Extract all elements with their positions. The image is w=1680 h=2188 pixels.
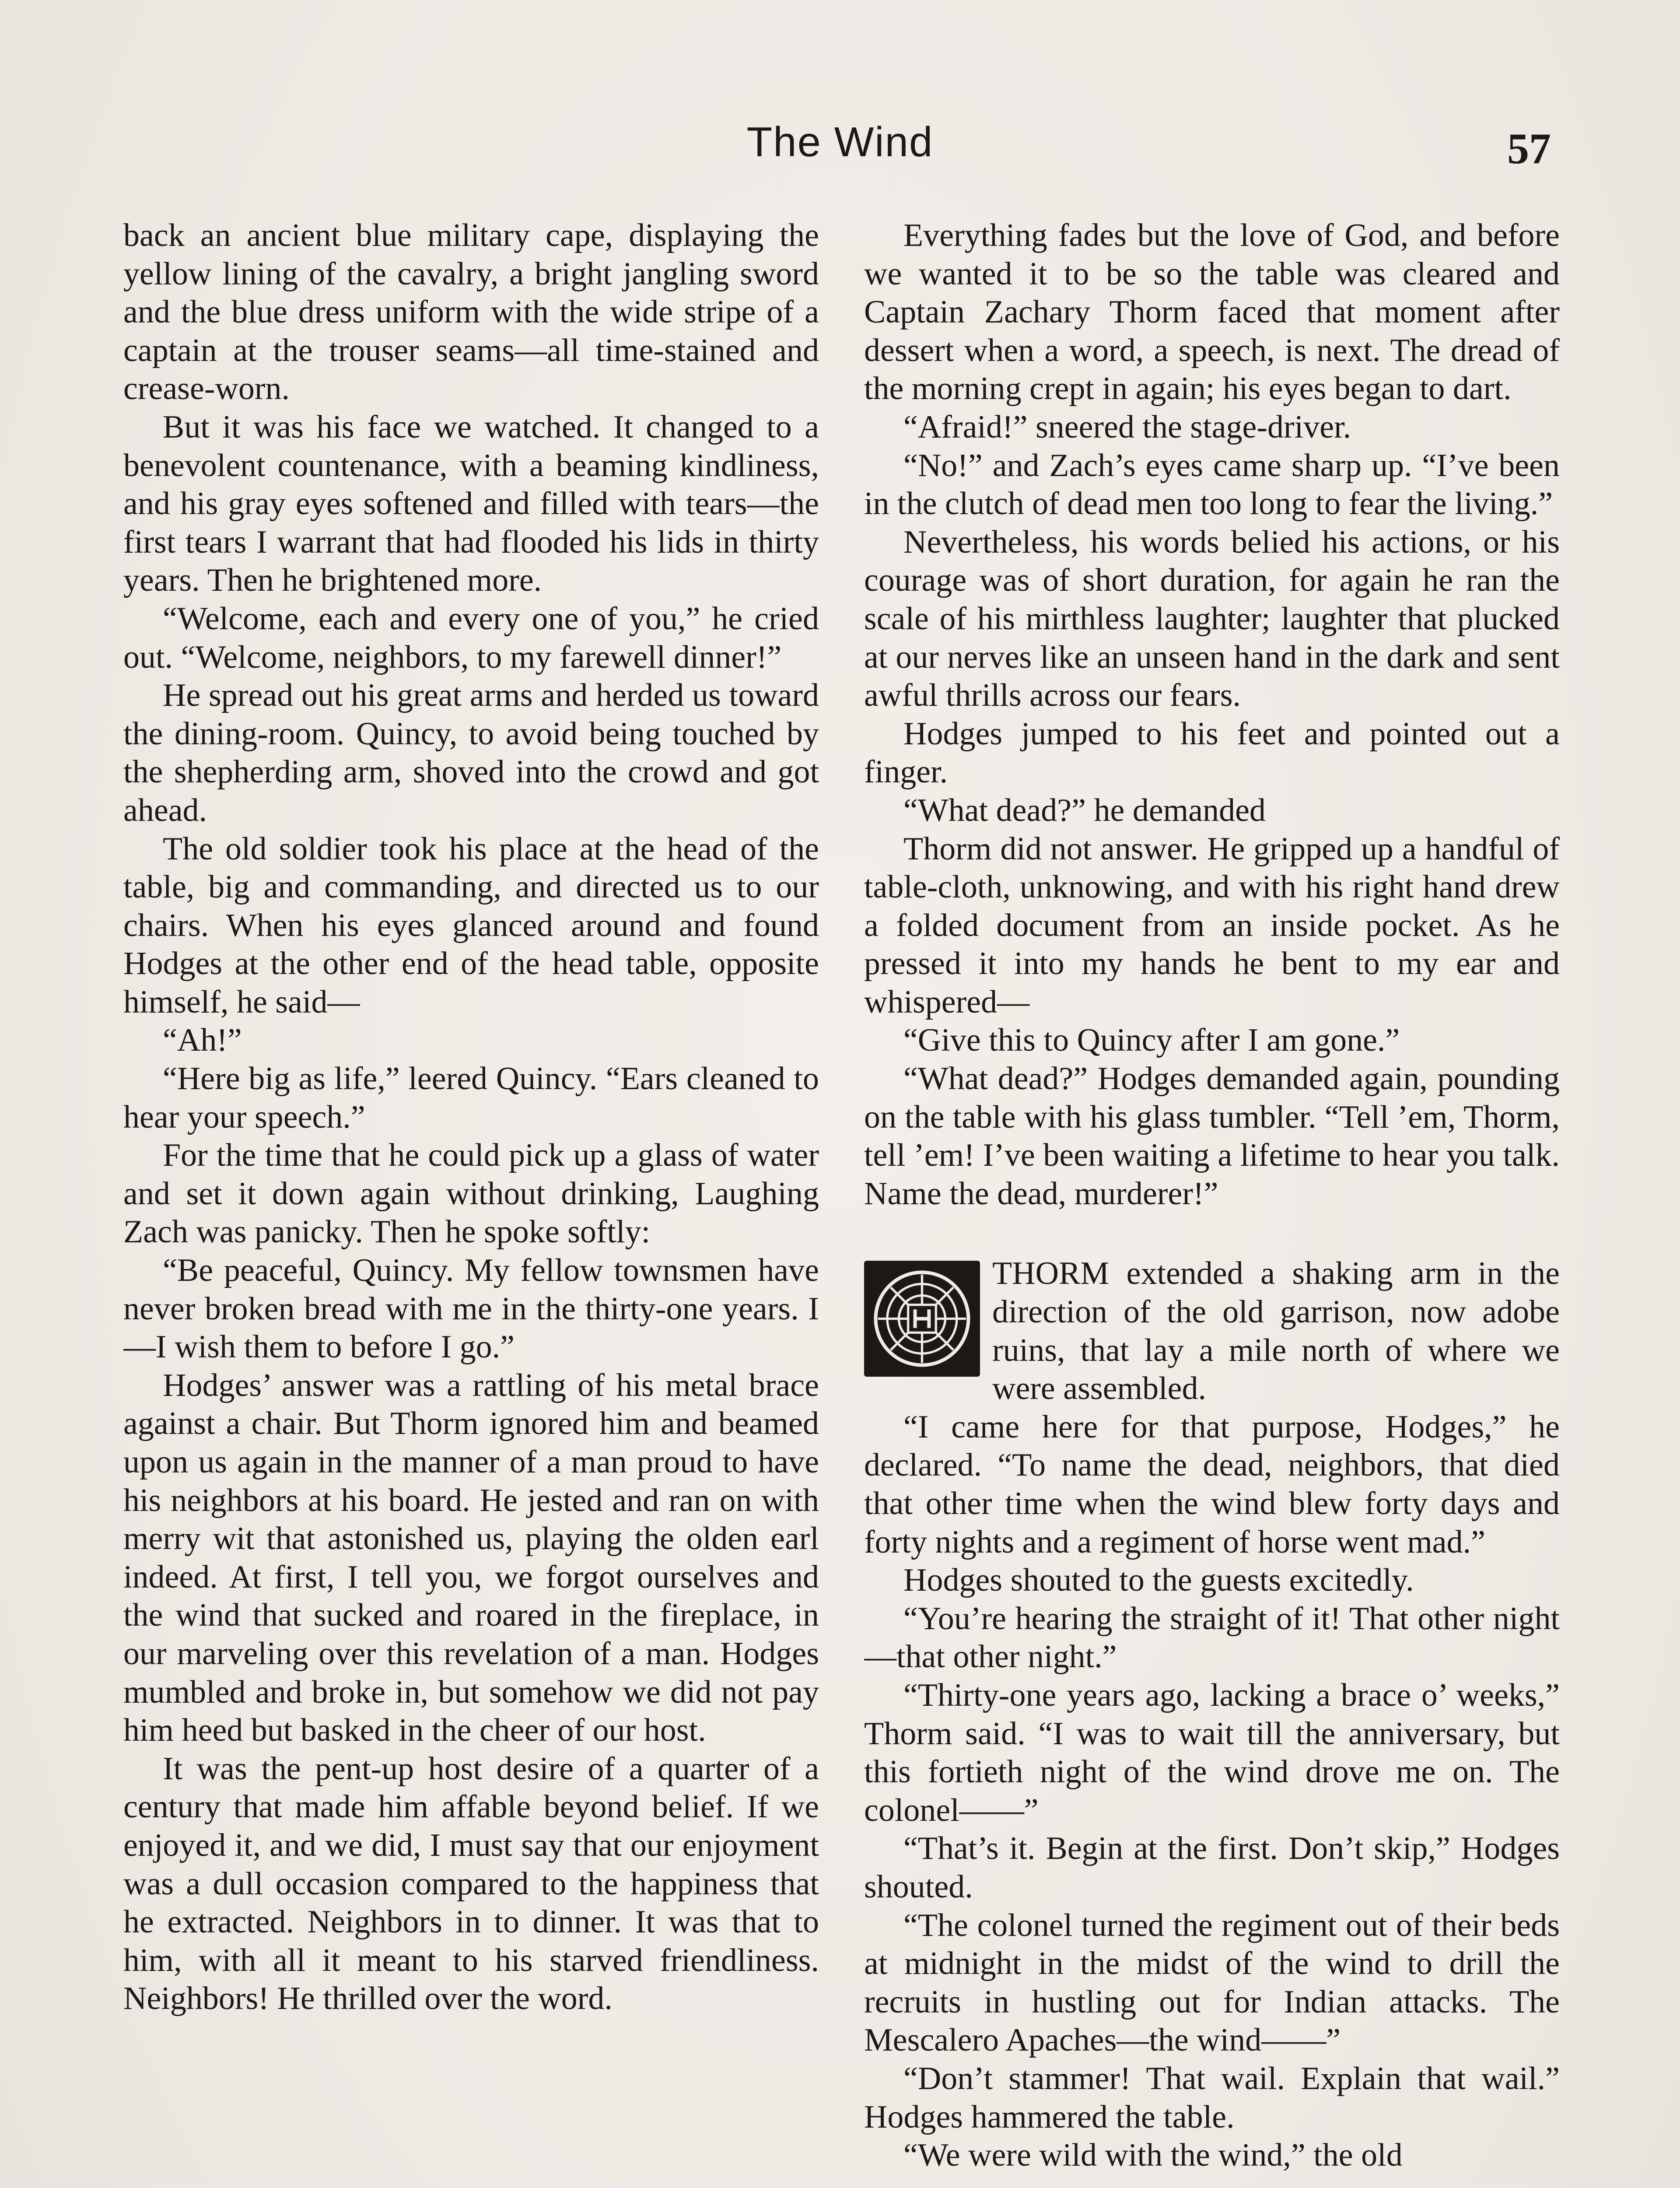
running-header-title: The Wind	[746, 119, 934, 165]
paragraph: But it was his face we watched. It changed to a benevolent countenance, with a beaming kindliness, and his gray eyes softened and filled with tears—the first tears I warrant that had flooded his lids in thirty years. Then he brightened more.	[123, 409, 819, 599]
paragraph: Hodges shouted to the guests excitedly.	[903, 1562, 1414, 1599]
paragraph: “You’re hearing the straight of it! That other night—that other night.”	[864, 1600, 1560, 1675]
right-column	[864, 217, 1560, 2188]
paragraph: “That’s it. Begin at the first. Don’t skip,” Hodges shouted.	[864, 1830, 1560, 1905]
left-column	[123, 217, 819, 2188]
paragraph: “Welcome, each and every one of you,” he cried out. “Welcome, neighbors, to my farewell dinner!”	[123, 600, 819, 675]
paragraph: Thorm did not answer. He gripped up a handful of table-cloth, unknowing, and with his right hand drew a folded document from an inside pocket. As he pressed it into my hands he bent to my ear and whispered—	[864, 831, 1560, 1020]
paragraph: Everything fades but the love of God, and before we wanted it to be so the table was cleared and Captain Zachary Thorm faced that moment after dessert when a word, a speech, is next. The dread of the morning crept in again; his eyes began to dart.	[864, 217, 1560, 407]
paragraph: THORM extended a shaking arm in the direction of the old garrison, now adobe ruins, that lay a mile north of where we were assembled.	[992, 1255, 1560, 1407]
paragraph: “What dead?” Hodges demanded again, pounding on the table with his glass tumbler. “Tell ’em, Thorm, tell ’em! I’ve been waiting a lifetime to hear you talk. Name the dead, murderer!”	[864, 1061, 1560, 1212]
paragraph: “What dead?” he demanded	[903, 792, 1266, 828]
paragraph: It was the pent-up host desire of a quarter of a century that made him affable beyond belief. If we enjoyed it, and we did, I must say that our enjoyment was a dull occasion compared to the happiness that he extracted. Neighbors in to dinner. It was that to him, with all it meant to his starved friendliness. Neighbors! He thrilled over the word.	[123, 1750, 819, 2017]
paragraph: The old soldier took his place at the head of the table, big and commanding, and directed us to our chairs. When his eyes glanced around and found Hodges at the other end of the head table, opposite himself, he said—	[123, 831, 819, 1020]
paragraph: Hodges’ answer was a rattling of his metal brace against a chair. But Thorm ignored him and beamed upon us again in the manner of a man proud to have his neighbors at his board. He jested and ran on with merry wit that astonished us, playing the olden earl indeed. At first, I tell you, we forgot ourselves and the wind that sucked and roared in the fireplace, in our marveling over this revelation of a man. Hodges mumbled and broke in, but somehow we did not pay him heed but basked in the cheer of our host.	[123, 1367, 819, 1749]
page-number: 57	[1507, 124, 1551, 173]
paragraph: “No!” and Zach’s eyes came sharp up. “I’ve been in the clutch of dead men too long to fear the living.”	[864, 447, 1560, 522]
paragraph: “Don’t stammer! That wail. Explain that wail.” Hodges hammered the table.	[864, 2060, 1560, 2135]
paragraph: He spread out his great arms and herded us toward the dining-room. Quincy, to avoid being touched by the shepherding arm, shoved into the crowd and got ahead.	[123, 677, 819, 828]
paragraph: “Afraid!” sneered the stage-driver.	[903, 409, 1351, 445]
section-break	[864, 1255, 1560, 1408]
ornamental-initial-icon	[864, 1261, 980, 1377]
paragraph: “I came here for that purpose, Hodges,” he declared. “To name the dead, neighbors, that died that other time when the wind blew forty days and forty nights and a regiment of horse went mad.”	[864, 1409, 1560, 1560]
paragraph: For the time that he could pick up a glass of water and set it down again without drinking, Laughing Zach was panicky. Then he spoke softly:	[123, 1137, 819, 1250]
paragraph: “Ah!”	[163, 1022, 242, 1059]
paragraph: Hodges jumped to his feet and pointed out a finger.	[864, 715, 1560, 790]
paragraph: “Give this to Quincy after I am gone.”	[903, 1022, 1400, 1059]
paragraph: “The colonel turned the regiment out of their beds at midnight in the midst of the wind to drill the recruits in hustling out for Indian attacks. The Mescalero Apaches—the wind——”	[864, 1907, 1560, 2058]
paragraph: “Thirty-one years ago, lacking a brace o’ weeks,” Thorm said. “I was to wait till the anniversary, but this fortieth night of the wind drove me on. The colonel——”	[864, 1677, 1560, 1828]
paragraph: back an ancient blue military cape, displaying the yellow lining of the cavalry, a bright jangling sword and the blue dress uniform with the wide stripe of a captain at the trouser seams—all time-stained and crease-worn.	[123, 217, 819, 407]
paragraph: Nevertheless, his words belied his actions, or his courage was of short duration, for again he ran the scale of his mirthless laughter; laughter that plucked at our nerves like an unseen hand in the dark and sent awful thrills across our fears.	[864, 524, 1560, 714]
paragraph: “We were wild with the wind,” the old	[903, 2137, 1403, 2174]
paragraph: “Be peaceful, Quincy. My fellow townsmen have never broken bread with me in the thirty-one years. I—I wish them to before I go.”	[123, 1252, 819, 1365]
paragraph: “Here big as life,” leered Quincy. “Ears cleaned to hear your speech.”	[123, 1061, 819, 1135]
